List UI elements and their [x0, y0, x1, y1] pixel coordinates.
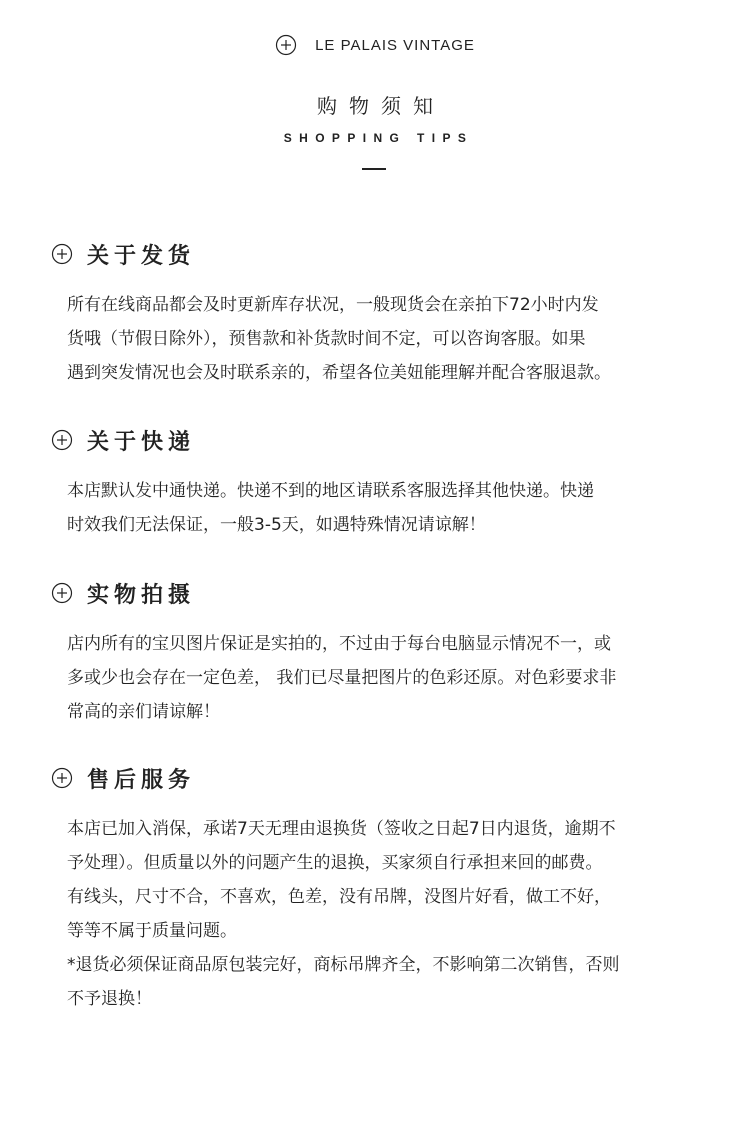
body-line: *退货必须保证商品原包装完好，商标吊牌齐全，不影响第二次销售，否则	[67, 955, 620, 975]
title-divider	[362, 168, 386, 170]
plus-circle-icon	[51, 582, 73, 604]
body-line: 多或少也会存在一定色差， 我们已尽量把图片的色彩还原。对色彩要求非	[67, 668, 617, 688]
section-header	[51, 762, 711, 794]
body-line: 本店默认发中通快递。快递不到的地区请联系客服选择其他快递。快递	[67, 481, 594, 501]
section-title: 关于快递	[87, 429, 196, 455]
body-line: 本店已加入消保，承诺7天无理由退换货（签收之日起7日内退货，逾期不	[67, 819, 616, 839]
section-body	[67, 627, 707, 729]
section-body	[67, 288, 707, 390]
section-header	[51, 238, 711, 270]
body-line: 予处理）。但质量以外的问题产生的退换，买家须自行承担来回的邮费。	[67, 853, 603, 873]
plus-circle-icon	[51, 767, 73, 789]
section-header	[51, 424, 711, 456]
section-header	[51, 577, 711, 609]
plus-circle-icon	[51, 243, 73, 265]
body-line: 时效我们无法保证，一般3-5天，如遇特殊情况请谅解！	[67, 515, 486, 535]
body-line: 不予退换！	[67, 989, 152, 1009]
section-shipping	[51, 238, 711, 390]
section-after-sales	[51, 762, 711, 1016]
page-title: 购物须知	[317, 94, 445, 118]
plus-circle-icon	[275, 34, 297, 56]
page-subtitle: SHOPPING TIPS	[283, 131, 474, 145]
body-line: 有线头，尺寸不合，不喜欢，色差，没有吊牌，没图片好看，做工不好，	[67, 887, 611, 907]
body-line: 等等不属于质量问题。	[67, 921, 237, 941]
body-line: 常高的亲们请谅解！	[67, 702, 220, 722]
plus-circle-icon	[51, 429, 73, 451]
body-line: 货哦（节假日除外），预售款和补货款时间不定，可以咨询客服。如果	[67, 329, 586, 349]
section-title: 售后服务	[87, 767, 196, 793]
body-line: 遇到突发情况也会及时联系亲的，希望各位美妞能理解并配合客服退款。	[67, 363, 611, 383]
section-photo	[51, 577, 711, 729]
section-express	[51, 424, 711, 542]
section-title: 实物拍摄	[87, 582, 196, 608]
section-title: 关于发货	[87, 243, 196, 269]
body-line: 店内所有的宝贝图片保证是实拍的，不过由于每台电脑显示情况不一，或	[67, 634, 611, 654]
brand-name: LE PALAIS VINTAGE	[315, 36, 475, 54]
body-line: 所有在线商品都会及时更新库存状况，一般现货会在亲拍下72小时内发	[67, 295, 599, 315]
section-body	[67, 812, 707, 1016]
section-body	[67, 474, 707, 542]
brand-header	[0, 34, 750, 56]
